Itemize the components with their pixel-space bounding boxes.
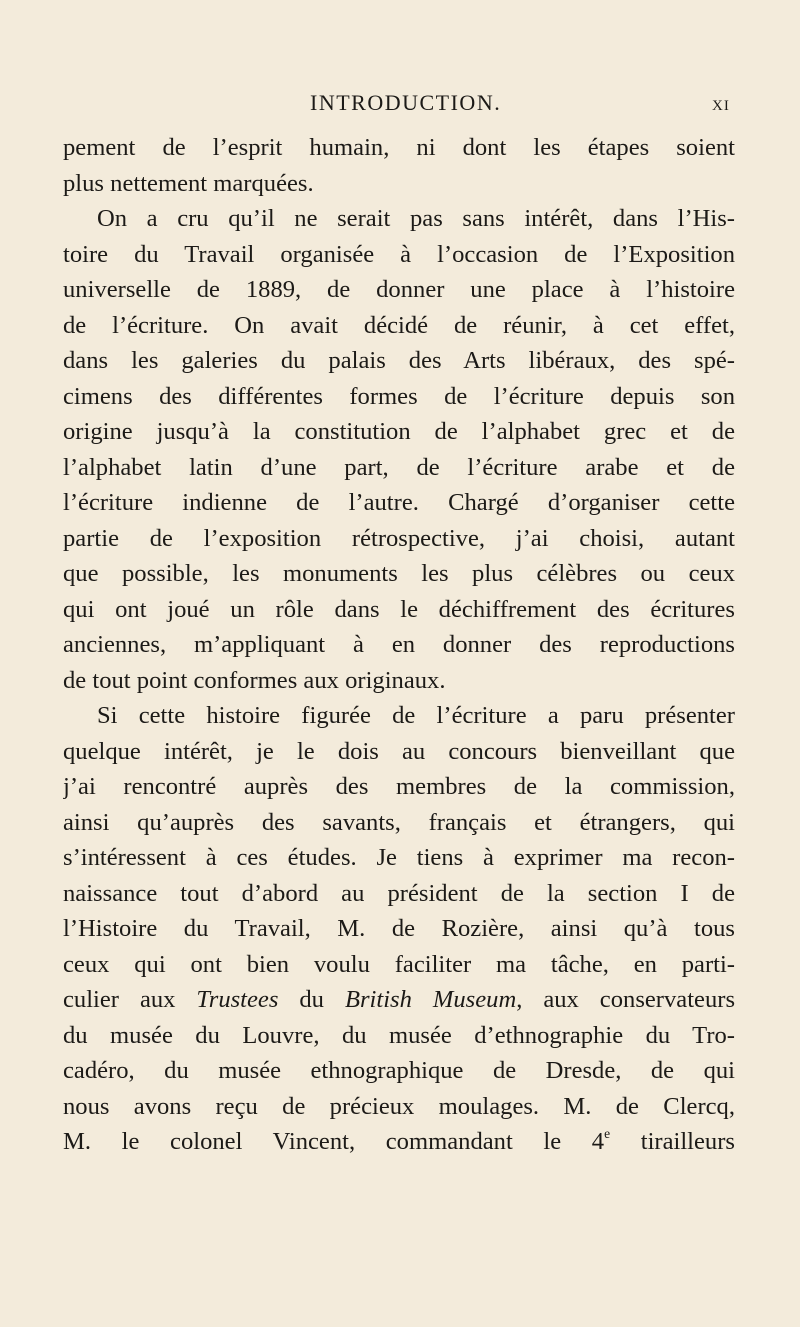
italic-trustees: Trustees <box>196 986 279 1013</box>
text-line: quelque intérêt, je le dois au concours bienveillant que <box>63 737 735 765</box>
text-line: de tout point conformes aux originaux. <box>63 666 446 694</box>
text-line: j’ai rencontré auprès des membres de la commission, <box>63 773 735 800</box>
text-line: origine jusqu’à la constitution de l’alphabet grec et de <box>63 418 735 445</box>
text-line: l’écriture indienne de l’autre. Chargé d’organiser cette <box>63 489 735 516</box>
ordinal-superscript: e <box>604 1126 611 1142</box>
text-line: dans les galeries du palais des Arts libéraux, des spé- <box>63 347 735 374</box>
text-line: nous avons reçu de précieux moulages. M. de Clercq, <box>63 1092 735 1120</box>
text-line-with-italics <box>63 982 735 1018</box>
paragraph-3 <box>63 698 735 1160</box>
text-line: qui ont joué un rôle dans le déchiffrement des écritures <box>63 595 735 623</box>
text-line: que possible, les monuments les plus célèbres ou ceux <box>63 560 735 587</box>
line-suffix: , aux conservateurs <box>516 986 735 1013</box>
text-line: l’Histoire du Travail, M. de Rozière, ainsi qu’à tous <box>63 915 735 942</box>
text-line: naissance tout d’abord au président de la section I de <box>63 879 735 907</box>
final-line-after: tirailleurs <box>610 1128 735 1155</box>
italic-british-museum: British Museum <box>344 986 517 1013</box>
text-line: On a cru qu’il ne serait pas sans intérêt, dans l’His- <box>97 205 735 232</box>
text-line: plus nettement marquées. <box>63 169 314 197</box>
text-line-final <box>63 1124 735 1160</box>
text-line: de l’écriture. On avait décidé de réunir, à cet effet, <box>63 311 735 339</box>
text-line: ceux qui ont bien voulu faciliter ma tâche, en parti- <box>63 950 735 978</box>
page-number: XI <box>712 98 730 114</box>
line-middle: du <box>278 986 345 1013</box>
text-line: l’alphabet latin d’une part, de l’écriture arabe et de <box>63 453 735 481</box>
line-prefix: culier aux <box>63 986 197 1013</box>
text-line: partie de l’exposition rétrospective, j’ai choisi, autant <box>63 524 735 552</box>
text-line: du musée du Louvre, du musée d’ethnographie du Tro- <box>63 1021 735 1049</box>
paragraph-1 <box>63 130 735 201</box>
text-line: universelle de 1889, de donner une place à l’histoire <box>63 276 735 303</box>
body-text <box>63 130 735 1160</box>
running-head <box>0 88 800 118</box>
text-line: pement de l’esprit humain, ni dont les étapes soient <box>63 134 735 161</box>
text-line: cadéro, du musée ethnographique de Dresde, de qui <box>63 1057 735 1084</box>
text-line: ainsi qu’auprès des savants, français et étrangers, qui <box>63 808 735 836</box>
final-line-before: M. le colonel Vincent, commandant le 4 <box>63 1128 605 1155</box>
paragraph-2 <box>63 201 735 698</box>
running-title: INTRODUCTION. <box>310 90 502 115</box>
text-line: Si cette histoire figurée de l’écriture a paru présenter <box>97 702 735 729</box>
text-line: toire du Travail organisée à l’occasion de l’Exposition <box>63 240 735 268</box>
text-line: cimens des différentes formes de l’écriture depuis son <box>63 382 735 410</box>
text-line: anciennes, m’appliquant à en donner des reproductions <box>63 631 735 658</box>
text-line: s’intéressent à ces études. Je tiens à exprimer ma recon- <box>63 844 735 871</box>
